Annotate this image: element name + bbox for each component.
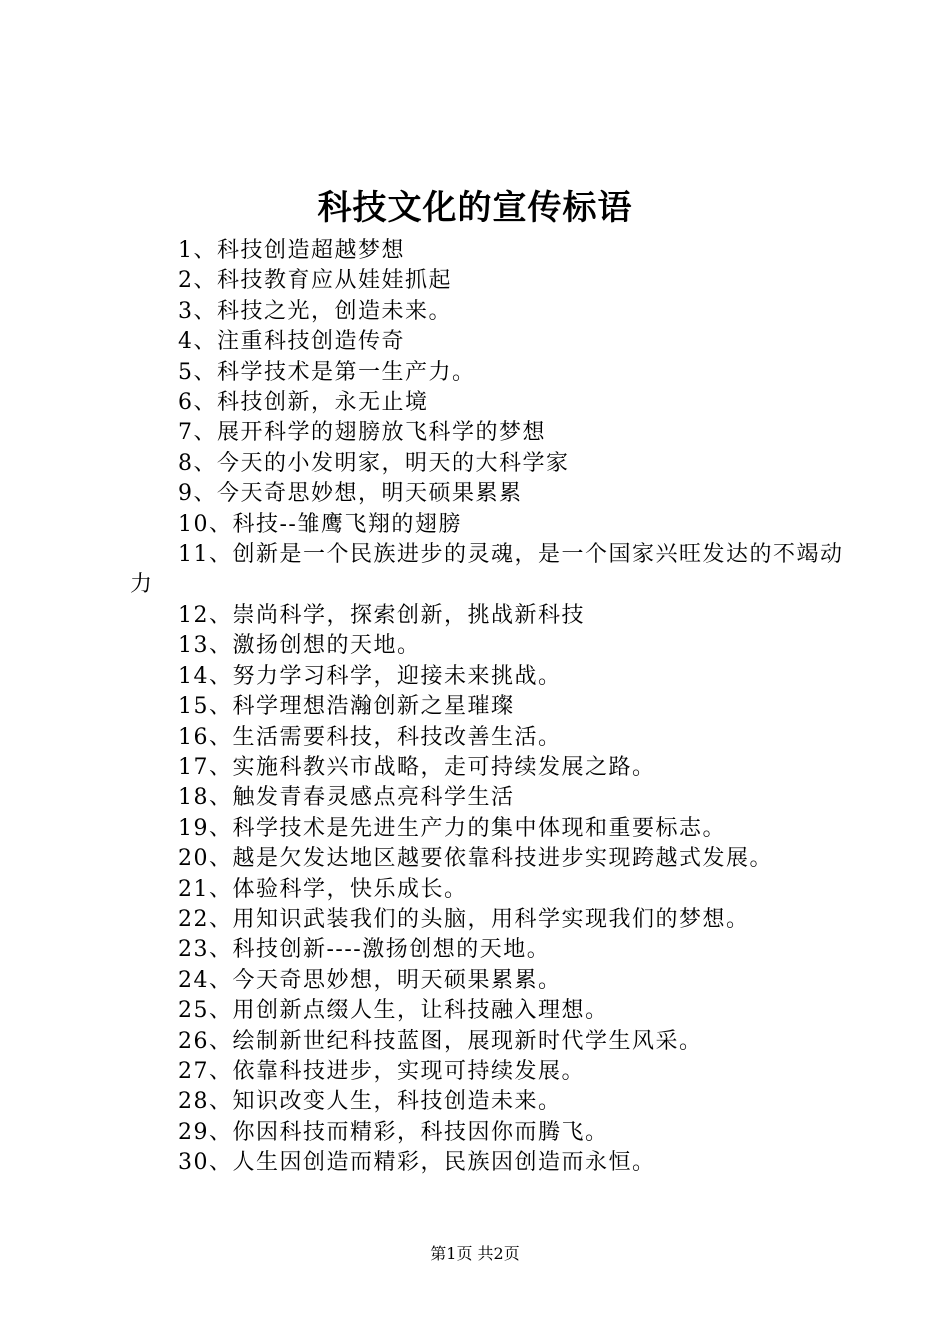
slogan-item: 23、科技创新----激扬创想的天地。 (178, 937, 551, 963)
slogan-item: 16、生活需要科技，科技改善生活。 (178, 724, 562, 750)
slogan-item: 20、越是欠发达地区越要依靠科技进步实现跨越式发展。 (178, 846, 773, 872)
slogan-item: 10、科技--雏鹰飞翔的翅膀 (178, 511, 462, 537)
slogan-list (130, 236, 850, 1179)
slogan-item: 19、科学技术是先进生产力的集中体现和重要标志。 (178, 815, 726, 841)
slogan-item: 25、用创新点缀人生，让科技融入理想。 (178, 998, 609, 1024)
slogan-item: 28、知识改变人生，科技创造未来。 (178, 1089, 562, 1115)
slogan-item: 14、努力学习科学，迎接未来挑战。 (178, 663, 562, 689)
slogan-item: 7、展开科学的翅膀放飞科学的梦想 (178, 420, 546, 446)
slogan-item: 4、注重科技创造传奇 (178, 329, 405, 355)
slogan-item: 15、科学理想浩瀚创新之星璀璨 (178, 694, 515, 720)
slogan-item: 12、崇尚科学，探索创新，挑战新科技 (178, 602, 585, 628)
slogan-item: 5、科学技术是第一生产力。 (178, 359, 476, 385)
slogan-item: 27、依靠科技进步，实现可持续发展。 (178, 1058, 585, 1084)
slogan-item: 24、今天奇思妙想，明天硕果累累。 (178, 967, 562, 993)
slogan-item: 18、触发青春灵感点亮科学生活 (178, 785, 515, 811)
slogan-item: 22、用知识武装我们的头脑，用科学实现我们的梦想。 (178, 906, 750, 932)
slogan-item: 1、科技创造超越梦想 (178, 238, 405, 263)
slogan-item: 13、激扬创想的天地。 (178, 633, 421, 659)
slogan-item: 29、你因科技而精彩，科技因你而腾飞。 (178, 1119, 609, 1145)
slogan-item: 30、人生因创造而精彩，民族因创造而永恒。 (178, 1150, 656, 1176)
slogan-item: 21、体验科学，快乐成长。 (178, 876, 468, 902)
slogan-item: 8、今天的小发明家，明天的大科学家 (178, 450, 570, 476)
page-number-footer: 第1页 共2页 (430, 1244, 520, 1263)
slogan-item: 6、科技创新，永无止境 (178, 390, 429, 416)
slogan-item: 9、今天奇思妙想，明天硕果累累 (178, 481, 523, 507)
slogan-item: 2、科技教育应从娃娃抓起 (178, 268, 452, 294)
slogan-item: 17、实施科教兴市战略，走可持续发展之路。 (178, 754, 656, 780)
slogan-item: 26、绘制新世纪科技蓝图，展现新时代学生风采。 (178, 1028, 703, 1054)
slogan-item: 3、科技之光，创造未来。 (178, 298, 452, 324)
slogan-item: 11、创新是一个民族进步的灵魂，是一个国家兴旺发达的不竭动力 (130, 542, 844, 598)
document-title: 科技文化的宣传标语 (317, 188, 633, 228)
